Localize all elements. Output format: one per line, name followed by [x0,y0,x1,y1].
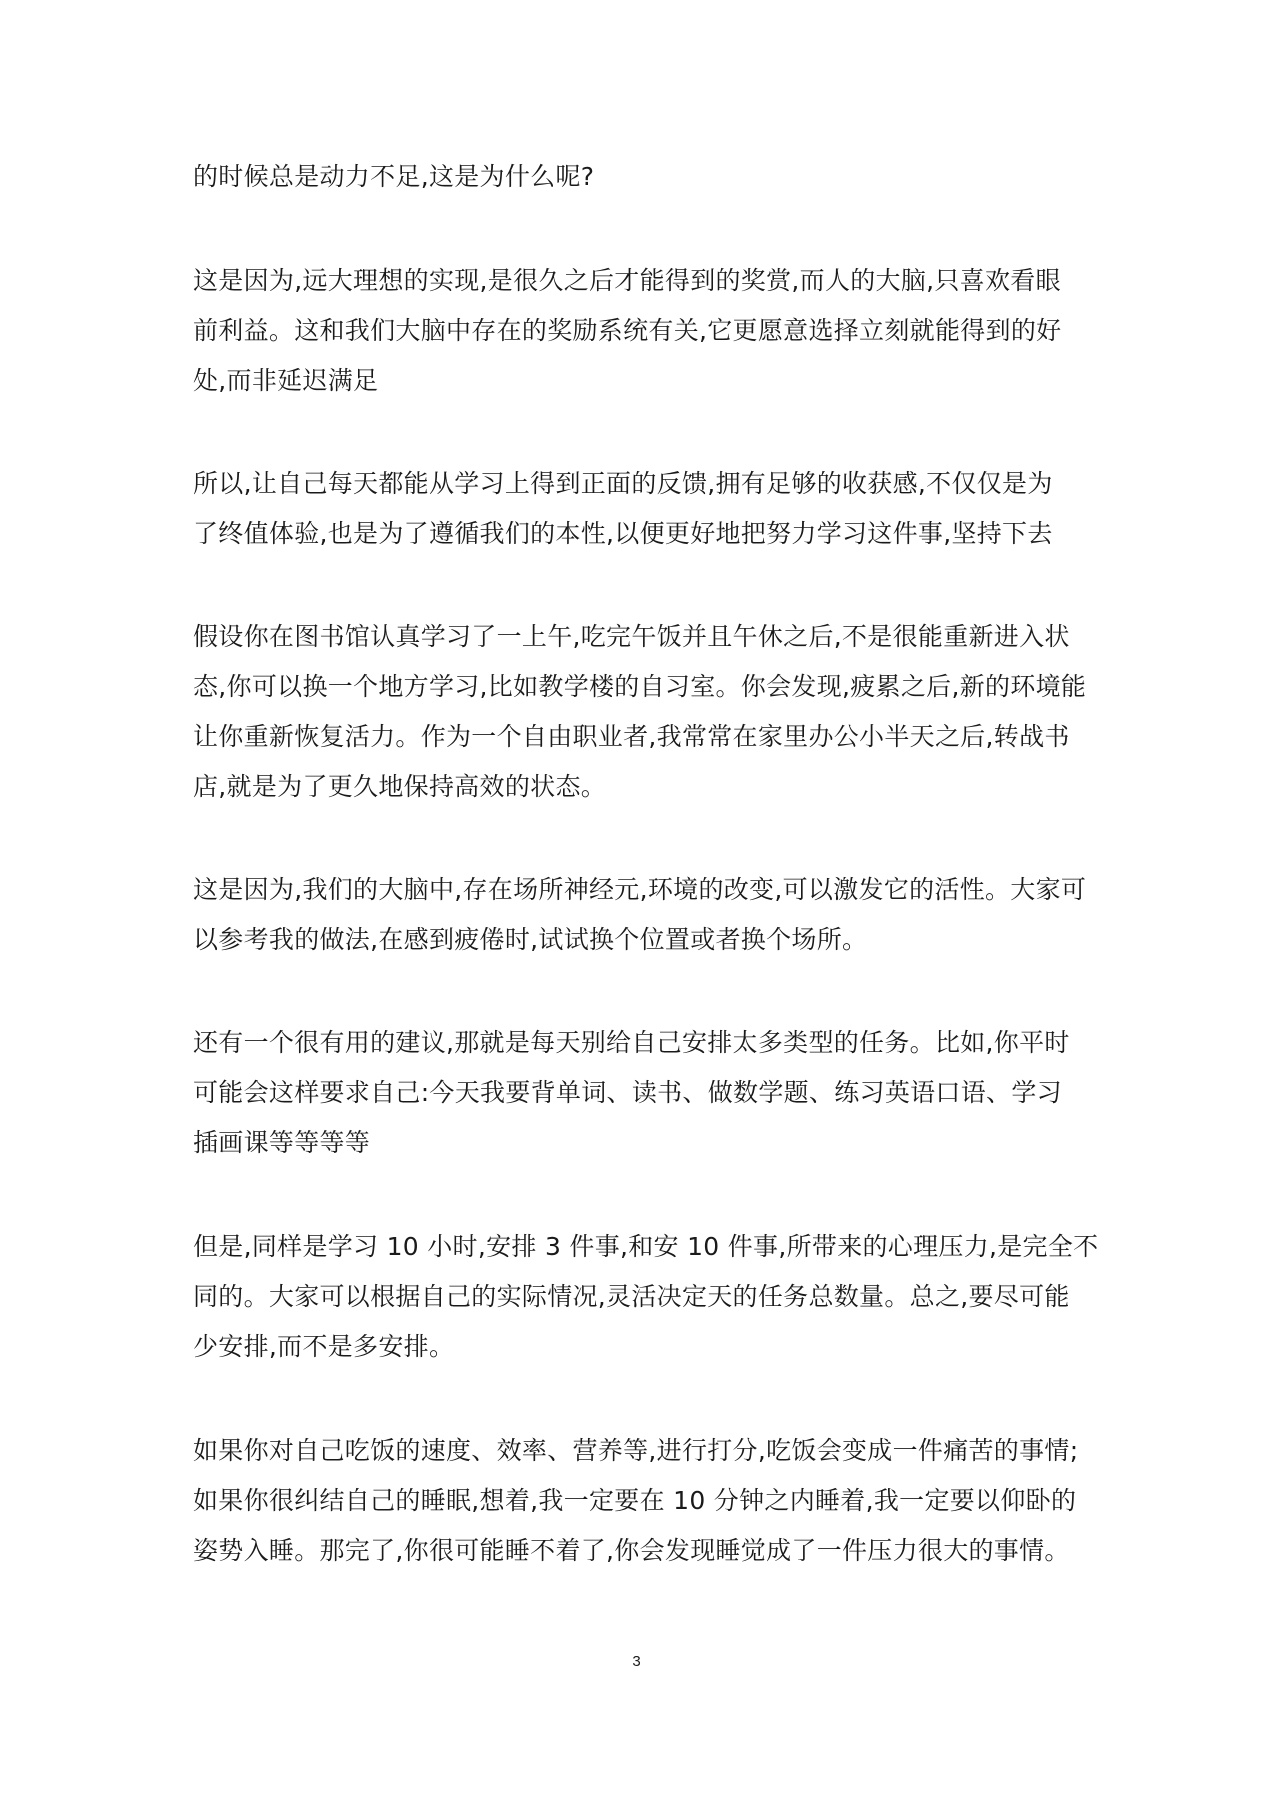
page-number: 3 [632,1653,641,1670]
paragraph-line: 插画课等等等等 [193,1128,371,1157]
paragraph-line: 的时候总是动力不足,这是为什么呢? [193,162,595,191]
paragraph-line: 同的。大家可以根据自己的实际情况,灵活决定天的任务总数量。总之,要尽可能 [193,1282,1070,1311]
paragraph-line: 这是因为,我们的大脑中,存在场所神经元,环境的改变,可以激发它的活性。大家可 [193,875,1087,904]
paragraph-line: 前利益。这和我们大脑中存在的奖励系统有关,它更愿意选择立刻就能得到的好 [193,316,1062,345]
paragraph-line: 店,就是为了更久地保持高效的状态。 [193,772,607,801]
paragraph-line: 态,你可以换一个地方学习,比如教学楼的自习室。你会发现,疲累之后,新的环境能 [193,672,1087,701]
paragraph-line: 如果你对自己吃饭的速度、效率、营养等,进行打分,吃饭会变成一件痛苦的事情; [193,1436,1079,1465]
paragraph-line: 所以,让自己每天都能从学习上得到正面的反馈,拥有足够的收获感,不仅仅是为 [193,469,1053,498]
paragraph-line: 假设你在图书馆认真学习了一上午,吃完午饭并且午休之后,不是很能重新进入状 [193,622,1070,651]
paragraph-line: 少安排,而不是多安排。 [193,1332,455,1361]
paragraph-line: 但是,同样是学习 10 小时,安排 3 件事,和安 10 件事,所带来的心理压力,是完全不 [193,1232,1099,1261]
paragraph-line: 还有一个很有用的建议,那就是每天别给自己安排太多类型的任务。比如,你平时 [193,1028,1070,1057]
paragraph-line: 这是因为,远大理想的实现,是很久之后才能得到的奖赏,而人的大脑,只喜欢看眼 [193,266,1061,295]
paragraph-line: 处,而非延迟满足 [193,366,379,395]
paragraph-line: 让你重新恢复活力。作为一个自由职业者,我常常在家里办公小半天之后,转战书 [193,722,1070,751]
paragraph-line: 以参考我的做法,在感到疲倦时,试试换个位置或者换个场所。 [193,925,868,954]
paragraph-line: 姿势入睡。那完了,你很可能睡不着了,你会发现睡觉成了一件压力很大的事情。 [193,1536,1070,1565]
paragraph-line: 如果你很纠结自己的睡眠,想着,我一定要在 10 分钟之内睡着,我一定要以仰卧的 [193,1486,1077,1515]
paragraph-line: 可能会这样要求自己:今天我要背单词、读书、做数学题、练习英语口语、学习 [193,1078,1062,1107]
paragraph-line: 了终值体验,也是为了遵循我们的本性,以便更好地把努力学习这件事,坚持下去 [193,519,1053,548]
